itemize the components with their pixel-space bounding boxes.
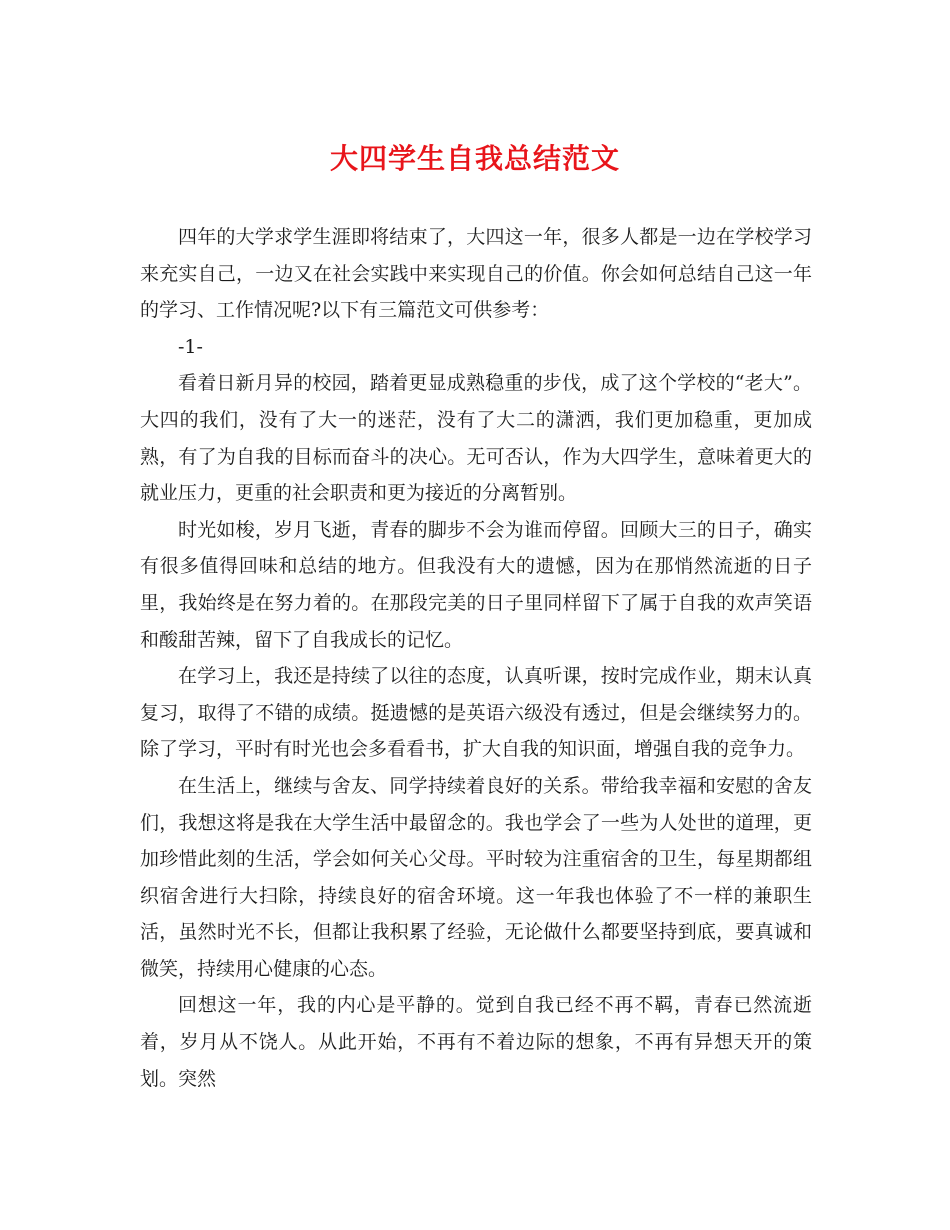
intro-paragraph: 四年的大学求学生涯即将结束了，大四这一年，很多人都是一边在学校学习来充实自己，一边又在社会实践中来实现自己的价值。你会如何总结自己这一年的学习、工作情况呢?以下有三篇范文可供参考：	[140, 226, 812, 322]
body-paragraph-1: 看着日新月异的校园，踏着更显成熟稳重的步伐，成了这个学校的“老大”。大四的我们，没有了大一的迷茫，没有了大二的潇洒，我们更加稳重，更加成熟，有了为自我的目标而奋斗的决心。无可否认，作为大四学生，意味着更大的就业压力，更重的社会职责和更为接近的分离暂别。	[140, 372, 812, 505]
body-paragraph-3: 在学习上，我还是持续了以往的态度，认真听课，按时完成作业，期末认真复习，取得了不错的成绩。挺遗憾的是英语六级没有透过，但是会继续努力的。除了学习，平时有时光也会多看看书，扩大自我的知识面，增强自我的竞争力。	[140, 665, 812, 761]
section-marker: -1-	[178, 335, 203, 358]
document-body	[140, 219, 812, 1097]
body-paragraph-2: 时光如梭，岁月飞逝，青春的脚步不会为谁而停留。回顾大三的日子，确实有很多值得回味和总结的地方。但我没有大的遗憾，因为在那悄然流逝的日子里，我始终是在努力着的。在那段完美的日子里同样留下了属于自我的欢声笑语和酸甜苦辣，留下了自我成长的记忆。	[140, 518, 812, 651]
body-paragraph-4: 在生活上，继续与舍友、同学持续着良好的关系。带给我幸福和安慰的舍友们，我想这将是我在大学生活中最留念的。我也学会了一些为人处世的道理，更加珍惜此刻的生活，学会如何关心父母。平时较为注重宿舍的卫生，每星期都组织宿舍进行大扫除，持续良好的宿舍环境。这一年我也体验了不一样的兼职生活，虽然时光不长，但都让我积累了经验，无论做什么都要坚持到底，要真诚和微笑，持续用心健康的心态。	[140, 774, 812, 980]
body-paragraph-5: 回想这一年，我的内心是平静的。觉到自我已经不再不羁，青春已然流逝着，岁月从不饶人。从此开始，不再有不着边际的想象，不再有异想天开的策划。突然	[140, 994, 812, 1090]
document-title: 大四学生自我总结范文	[329, 142, 620, 175]
